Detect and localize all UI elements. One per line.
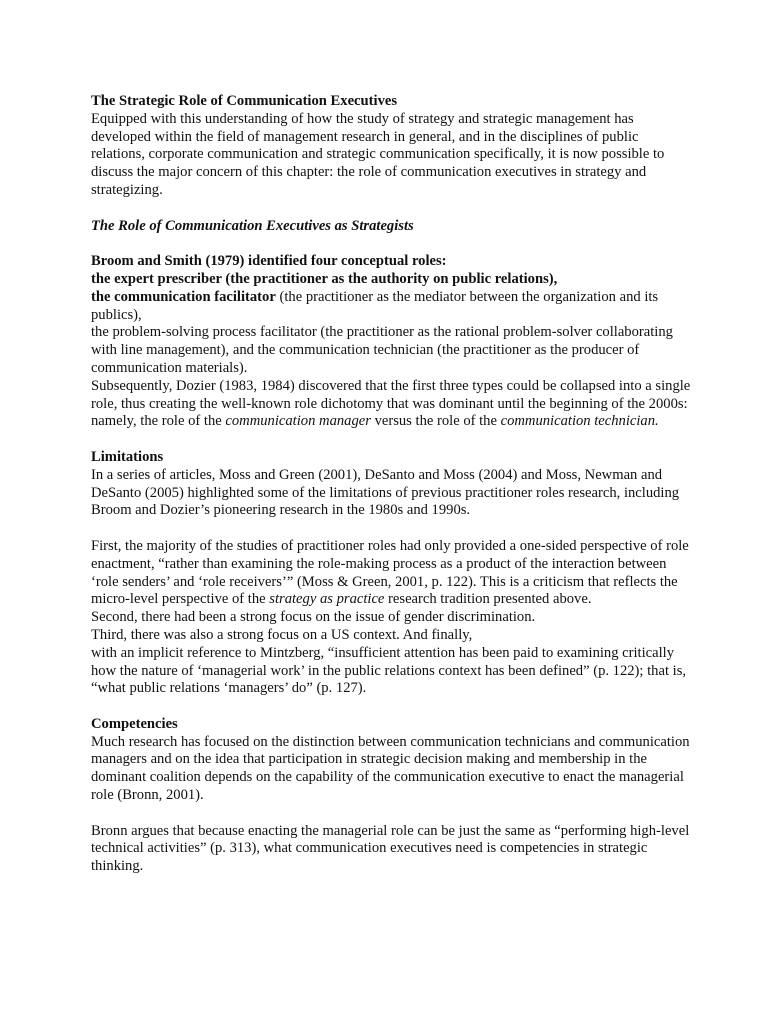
dozier-sentence (91, 378, 691, 431)
role-communication-facilitator (91, 289, 691, 325)
section-role-as-strategists (91, 218, 691, 236)
term-communication-manager: communication manager (225, 413, 371, 430)
paragraph: Bronn argues that because enacting the managerial role can be just the same as “performing high-level technical activities” (p. 313), what communication executives need is competencies in strategic thinking. (91, 822, 690, 875)
section-heading: Limitations (91, 448, 164, 465)
first-point-b: research tradition presented above. (384, 591, 592, 608)
bronn-paragraph (91, 823, 691, 876)
role-facilitator-term: the communication facilitator (91, 288, 276, 305)
dozier-text-b: versus the role of the (370, 413, 501, 430)
roles-intro: Broom and Smith (1979) identified four conceptual roles: (91, 253, 447, 270)
role-problem-solving: the problem-solving process facilitator (the practitioner as the rational problem-solver collaborating with line management), and the communication technician (the practitioner as the producer of communication materials). (91, 324, 673, 376)
limitations-points (91, 538, 691, 698)
section-limitations (91, 449, 691, 520)
mintzberg-point: with an implicit reference to Mintzberg, “insufficient attention has been paid to examining critically how the nature of ‘managerial work’ in the public relations context has been defined” (p. 122); that is, “what public relations ‘managers’ do” (p. 127). (91, 644, 687, 697)
section-competencies (91, 716, 691, 805)
second-point: Second, there had been a strong focus on the issue of gender discrimination. (91, 609, 536, 626)
paragraph: Equipped with this understanding of how the study of strategy and strategic management has developed within the field of management research in general, and in the disciplines of public relations, corporate communication and strategic communication specifically, it is now possible to discuss the major concern of this chapter: the role of communication executives in strategy and strategizing. (91, 110, 665, 198)
first-point-a: First, the majority of the studies of practitioner roles had only provided a one-sided perspective of role enactment, “rather than examining the role-making process as a product of the interaction between ‘role senders’ and ‘role receivers’” (Moss & Green, 2001, p. 122). This is a criticism that reflects the micro-level perspective of the (91, 537, 689, 608)
role-facilitator-desc: (the practitioner as the mediator between the organization and its publics), (91, 288, 659, 323)
first-point (91, 538, 691, 609)
section-strategic-role (91, 93, 691, 200)
section-heading: Competencies (91, 715, 178, 732)
roles-paragraph (91, 253, 691, 431)
subsection-heading: The Role of Communication Executives as Strategists (91, 217, 414, 234)
dozier-text-a: Subsequently, Dozier (1983, 1984) discovered that the first three types could be collapsed into a single role, thus creating the well-known role dichotomy that was dominant until the beginning of the 2000s: namely, the role of the (91, 377, 691, 430)
paragraph: In a series of articles, Moss and Green (2001), DeSanto and Moss (2004) and Moss, Newman and DeSanto (2005) highlighted some of the limitations of previous practitioner roles research, including Broom and Dozier’s pioneering research in the 1980s and 1990s. (91, 466, 680, 519)
third-point: Third, there was also a strong focus on a US context. And finally, (91, 626, 473, 643)
section-heading: The Strategic Role of Communication Executives (91, 93, 398, 109)
term-communication-technician: communication technician. (500, 413, 659, 430)
term-strategy-as-practice: strategy as practice (269, 591, 385, 608)
document-page (91, 93, 691, 894)
paragraph: Much research has focused on the distinction between communication technicians and communication managers and on the idea that participation in strategic decision making and membership in the dominant coalition depends on the capability of the communication executive to enact the managerial role (Bronn, 2001). (91, 733, 690, 804)
role-expert-prescriber: the expert prescriber (the practitioner as the authority on public relations), (91, 270, 558, 287)
